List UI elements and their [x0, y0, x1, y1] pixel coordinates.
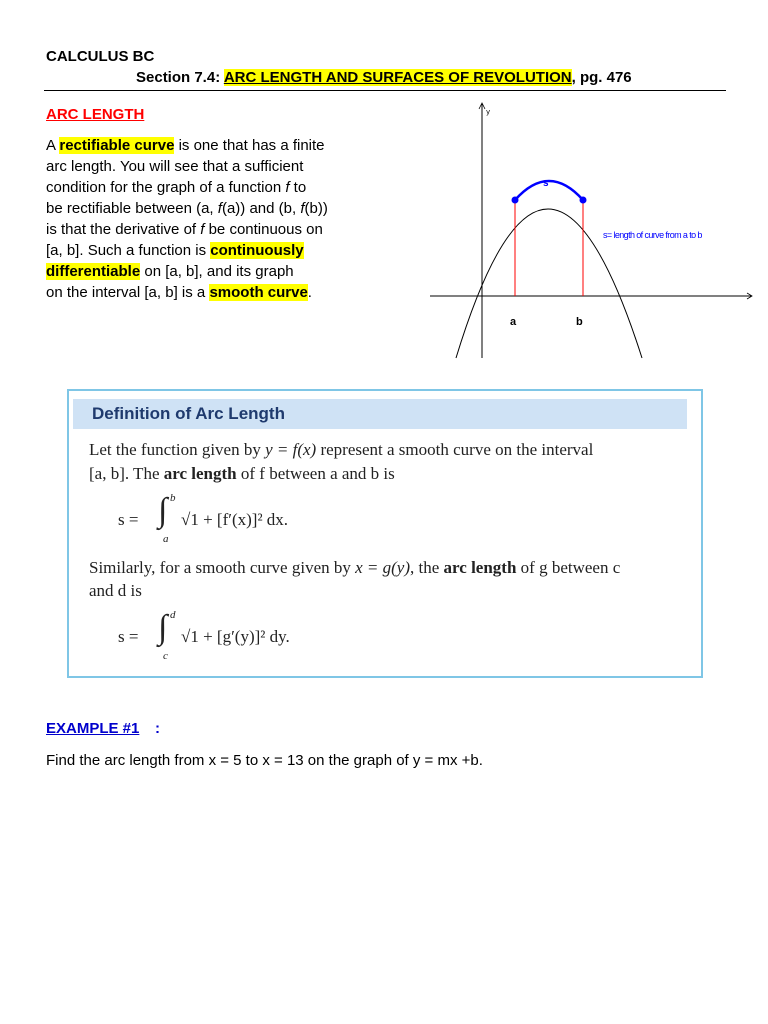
formula-2-lhs: s = [118, 627, 139, 646]
paragraph-line-3: condition for the graph of a function f to [46, 179, 307, 196]
formula-1-lower-limit: a [163, 533, 169, 545]
point-a [512, 197, 519, 204]
definition-line-3: Similarly, for a smooth curve given by x = g(y), the arc length of g between c [89, 558, 621, 577]
arc-s [515, 181, 583, 200]
label-s: s [543, 178, 549, 189]
formula-2-body: √1 + [g′(y)]² dy. [181, 627, 290, 646]
course-title: CALCULUS BC [46, 48, 155, 65]
paragraph-line-7: differentiable on [a, b], and its graph [46, 263, 294, 280]
section-suffix: , pg. 476 [571, 69, 632, 86]
paragraph-line-6: [a, b]. Such a function is continuously [46, 242, 304, 259]
label-a: a [510, 316, 517, 328]
header-rule [44, 90, 726, 91]
term-rectifiable-curve: rectifiable curve [59, 137, 175, 154]
formula-1-lhs: s = [118, 510, 139, 529]
paragraph-line-2: arc length. You will see that a sufficient [46, 158, 304, 175]
paragraph-line-4: be rectifiable between (a, f(a)) and (b, f(b)) [46, 200, 328, 217]
definition-line-1: Let the function given by y = f(x) represent a smooth curve on the interval [89, 440, 594, 459]
formula-1-upper-limit: b [170, 492, 176, 504]
section-prefix: Section 7.4: [136, 69, 221, 86]
label-b: b [576, 316, 583, 328]
section-heading [136, 69, 632, 86]
graph-annotation: s= length of curve from a to b [603, 230, 702, 240]
arc-length-graph [430, 100, 760, 362]
y-axis-tick: y [486, 108, 491, 116]
arc-length-heading: ARC LENGTH [46, 106, 145, 123]
paragraph-line-5: is that the derivative of f be continuous on [46, 221, 323, 238]
definition-line-2: [a, b]. The arc length of f between a and b is [89, 464, 395, 483]
paragraph-line-8: on the interval [a, b] is a smooth curve. [46, 284, 312, 301]
point-b [580, 197, 587, 204]
integral-sign-2-icon: ∫ [158, 609, 168, 646]
term-continuously: continuously [210, 242, 304, 259]
definition-line-4: and d is [89, 581, 142, 600]
integral-sign-1-icon: ∫ [158, 492, 168, 529]
formula-2-upper-limit: d [170, 609, 176, 621]
example-heading-colon: : [155, 720, 160, 737]
section-title: ARC LENGTH AND SURFACES OF REVOLUTION [223, 69, 572, 86]
definition-title: Definition of Arc Length [92, 404, 285, 423]
term-smooth-curve: smooth curve [209, 284, 308, 301]
formula-1-body: √1 + [f′(x)]² dx. [181, 510, 289, 529]
example-text: Find the arc length from x = 5 to x = 13 on the graph of y = mx +b. [46, 752, 483, 769]
formula-2-lower-limit: c [163, 650, 168, 662]
paragraph-line-1: A rectifiable curve is one that has a finite [46, 137, 325, 154]
term-differentiable: differentiable [46, 263, 141, 280]
example-heading: EXAMPLE #1 [46, 720, 140, 737]
